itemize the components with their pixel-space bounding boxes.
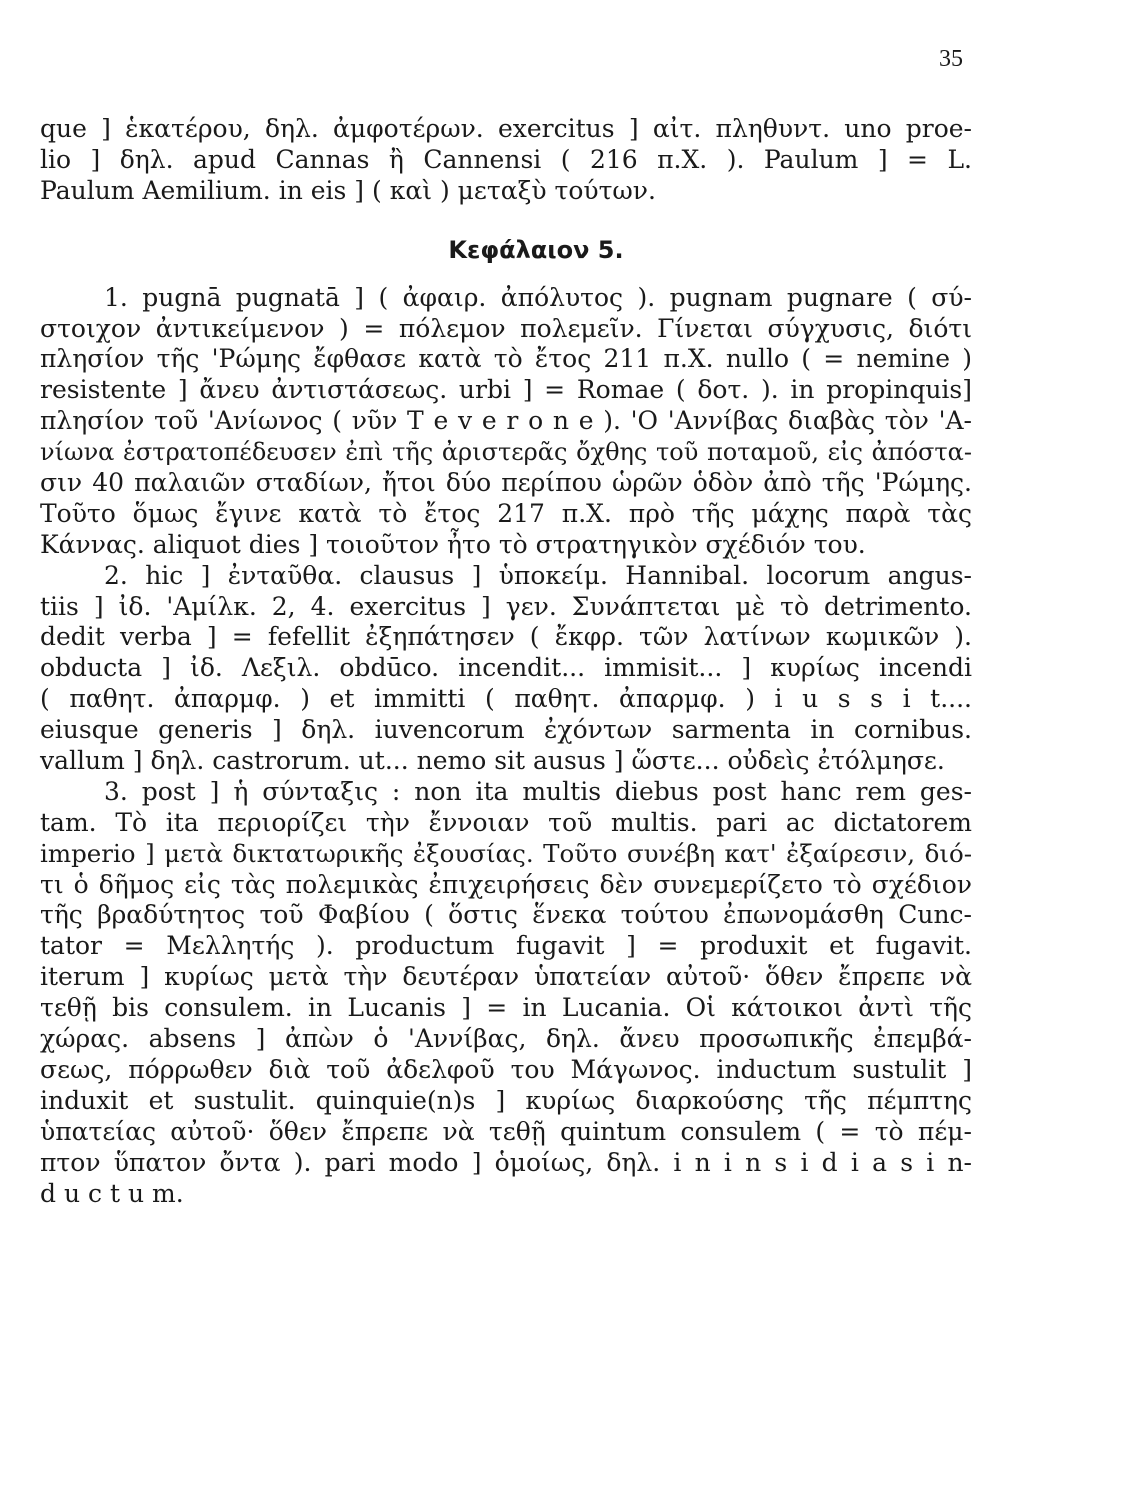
text-line: στοιχον ἀντικείμενον ) = πόλεμον πολεμεῖν. Γίνεται σύγχυσις, διότι <box>40 313 972 343</box>
text-line: imperio ] μετὰ δικτατωρικῆς ἐξουσίας. Τοῦτο συνέβη κατ' ἐξαίρεσιν, διό- <box>40 838 972 868</box>
text-line: iterum ] κυρίως μετὰ τὴν δευτέραν ὑπατείαν αὐτοῦ· ὅθεν ἔπρεπε νὰ <box>40 962 972 992</box>
text-line: tiis ] ἰδ. 'Αμίλκ. 2, 4. exercitus ] γεν. Συνάπτεται μὲ τὸ detrimento. <box>40 591 972 621</box>
text-line: 1. pugnā pugnatā ] ( ἀφαιρ. ἀπόλυτος ). pugnam pugnare ( σύ- <box>104 282 972 312</box>
text-line: ὑπατείας αὐτοῦ· ὅθεν ἔπρεπε νὰ τεθῇ quintum consulem ( = τὸ πέμ- <box>40 1116 972 1146</box>
text-line: que ] ἑκατέρου, δηλ. ἀμφοτέρων. exercitus ] αἰτ. πληθυντ. uno proe- <box>40 114 972 143</box>
text-line: induxit et sustulit. quinquie(n)s ] κυρίως διαρκούσης τῆς πέμπτης <box>40 1085 972 1115</box>
text-line: 2. hic ] ἐνταῦθα. clausus ] ὑποκείμ. Hannibal. locorum angus- <box>104 560 972 590</box>
section-3-paragraph <box>40 777 972 1209</box>
text-line: τεθῇ bis consulem. in Lucanis ] = in Lucania. Οἱ κάτοικοι ἀντὶ τῆς <box>40 993 972 1023</box>
text-line: tator = Μελλητής ). productum fugavit ] = produxit et fugavit. <box>40 931 972 961</box>
text-line: ( παθητ. ἀπαρμφ. ) et immitti ( παθητ. ἀπαρμφ. ) i u s s i t.... <box>40 684 972 714</box>
section-1-paragraph <box>40 283 972 561</box>
text-line: Paulum Aemilium. in eis ] ( καὶ ) μεταξὺ τούτων. <box>40 175 656 205</box>
text-line: Κάννας. aliquot dies ] τοιοῦτον ἦτο τὸ στρατηγικὸν σχέδιόν του. <box>40 529 866 559</box>
text-line: σιν 40 παλαιῶν σταδίων, ἤτοι δύο περίπου ὡρῶν ὁδὸν ἀπὸ τῆς 'Ρώμης. <box>40 468 972 498</box>
text-line: resistente ] ἄνευ ἀντιστάσεως. urbi ] = Romae ( δοτ. ). in propinquis] <box>40 375 972 405</box>
text-line: lio ] δηλ. apud Cannas ἢ Cannensi ( 216 π.Χ. ). Paulum ] = L. <box>40 144 972 174</box>
text-line: vallum ] δηλ. castrorum. ut... nemo sit ausus ] ὥστε... οὐδεὶς ἐτόλμησε. <box>40 746 945 776</box>
text-line: tam. Τὸ ita περιορίζει τὴν ἔννοιαν τοῦ multis. pari ac dictatorem <box>40 807 972 837</box>
text-line: πλησίον τοῦ 'Ανίωνος ( νῦν T e v e r o n e ). 'Ο 'Αννίβας διαβὰς τὸν 'Α- <box>40 406 972 436</box>
text-line: d u c t u m. <box>40 1178 184 1208</box>
text-line: eiusque generis ] δηλ. iuvencorum ἐχόντων sarmenta in cornibus. <box>40 715 972 745</box>
text-line: πλησίον τῆς 'Ρώμης ἔφθασε κατὰ τὸ ἔτος 211 π.Χ. nullo ( = nemine ) <box>40 344 972 374</box>
text-line: χώρας. absens ] ἀπὼν ὁ 'Αννίβας, δηλ. ἄνευ προσωπικῆς ἐπεμβά- <box>40 1024 972 1054</box>
text-line: νίωνα ἐστρατοπέδευσεν ἐπὶ τῆς ἀριστερᾶς ὄχθης τοῦ ποταμοῦ, εἰς ἀπόστα- <box>40 438 972 467</box>
text-line: πτον ὕπατον ὄντα ). pari modo ] ὁμοίως, δηλ. i n i n s i d i a s i n- <box>40 1147 972 1177</box>
page-number: 35 <box>939 46 963 72</box>
text-line: dedit verba ] = fefellit ἐξηπάτησεν ( ἔκφρ. τῶν λατίνων κωμικῶν ). <box>40 622 972 652</box>
chapter-heading: Κεφάλαιον 5. <box>448 235 624 264</box>
section-2-paragraph <box>40 561 972 777</box>
text-line: Τοῦτο ὅμως ἔγινε κατὰ τὸ ἔτος 217 π.Χ. πρὸ τῆς μάχης παρὰ τὰς <box>40 498 972 528</box>
text-line: obducta ] ἰδ. Λεξιλ. obdūco. incendit... immisit... ] κυρίως incendi <box>40 653 972 683</box>
text-line: τι ὁ δῆμος εἰς τὰς πολεμικὰς ἐπιχειρήσεις δὲν συνεμερίζετο τὸ σχέδιον <box>40 869 972 899</box>
text-line: 3. post ] ἡ σύνταξις : non ita multis diebus post hanc rem ges- <box>104 776 972 806</box>
text-line: σεως, πόρρωθεν διὰ τοῦ ἀδελφοῦ του Μάγωνος. inductum sustulit ] <box>40 1054 972 1084</box>
page-body <box>40 114 972 1209</box>
text-line: τῆς βραδύτητος τοῦ Φαβίου ( ὅστις ἕνεκα τούτου ἐπωνομάσθη Cunc- <box>40 900 972 930</box>
intro-paragraph <box>40 114 972 207</box>
